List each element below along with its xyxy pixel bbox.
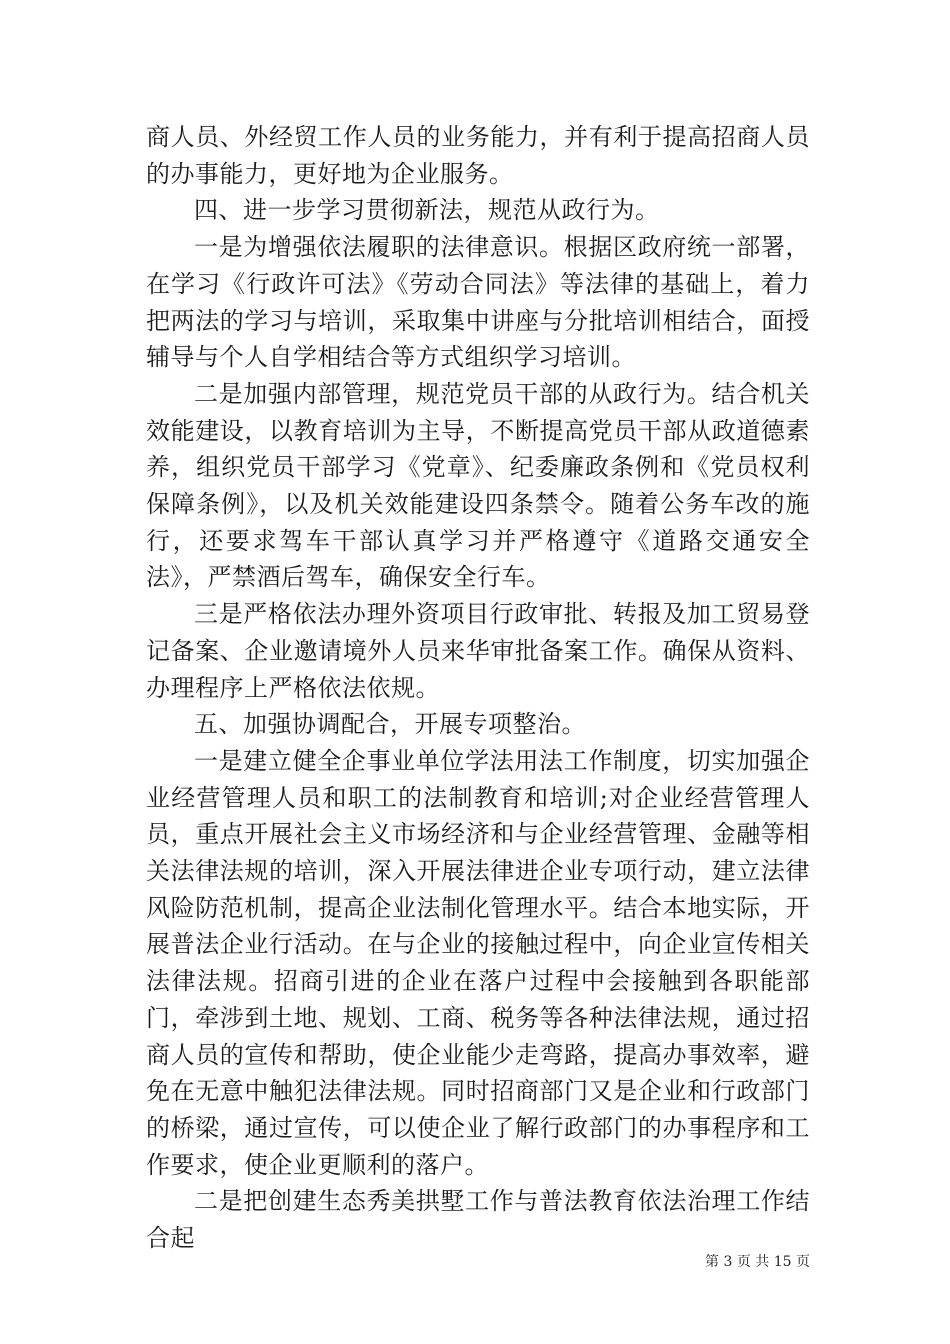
section-heading-5: 五、加强协调配合，开展专项整治。	[194, 710, 586, 739]
section-heading-4: 四、进一步学习贯彻新法，规范从政行为。	[194, 196, 660, 225]
paragraph-1: 商人员、外经贸工作人员的业务能力，并有利于提高招商人员的办事能力，更好地为企业服务。	[146, 123, 810, 188]
document-body	[146, 119, 810, 1257]
page-number: 第 3 页 共 15 页	[705, 1254, 810, 1270]
paragraph-8: 二是把创建生态秀美拱墅工作与普法教育依法治理工作结合起	[146, 1187, 810, 1253]
paragraph-3: 一是为增强依法履职的法律意识。根据区政府统一部署，在学习《行政许可法》《劳动合同法》等法律的基础上，着力把两法的学习与培训，采取集中讲座与分批培训相结合，面授辅导与个人自学相结合等方式组织学习培训。	[146, 233, 810, 372]
paragraph-7: 一是建立健全企事业单位学法用法工作制度，切实加强企业经营管理人员和职工的法制教育和培训;对企业经营管理人员，重点开展社会主义市场经济和与企业经营管理、金融等相关法律法规的培训，深入开展法律进企业专项行动，建立法律风险防范机制，提高企业法制化管理水平。结合本地实际，开展普法企业行活动。在与企业的接触过程中，向企业宣传相关法律法规。招商引进的企业在落户过程中会接触到各职能部门，牵涉到土地、规划、工商、税务等各种法律法规，通过招商人员的宣传和帮助，使企业能少走弯路，提高办事效率，避免在无意中触犯法律法规。同时招商部门又是企业和行政部门的桥梁，通过宣传，可以使企业了解行政部门的办事程序和工作要求，使企业更顺利的落户。	[146, 746, 810, 1179]
paragraph-5: 三是严格依法办理外资项目行政审批、转报及加工贸易登记备案、企业邀请境外人员来华审批备案工作。确保从资料、办理程序上严格依法依规。	[146, 600, 810, 702]
paragraph-4: 二是加强内部管理，规范党员干部的从政行为。结合机关效能建设，以教育培训为主导，不断提高党员干部从政道德素养，组织党员干部学习《党章》、纪委廉政条例和《党员权利保障条例》，以及机关效能建设四条禁令。随着公务车改的施行，还要求驾车干部认真学习并严格遵守《道路交通安全法》，严禁酒后驾车，确保安全行车。	[146, 379, 810, 592]
